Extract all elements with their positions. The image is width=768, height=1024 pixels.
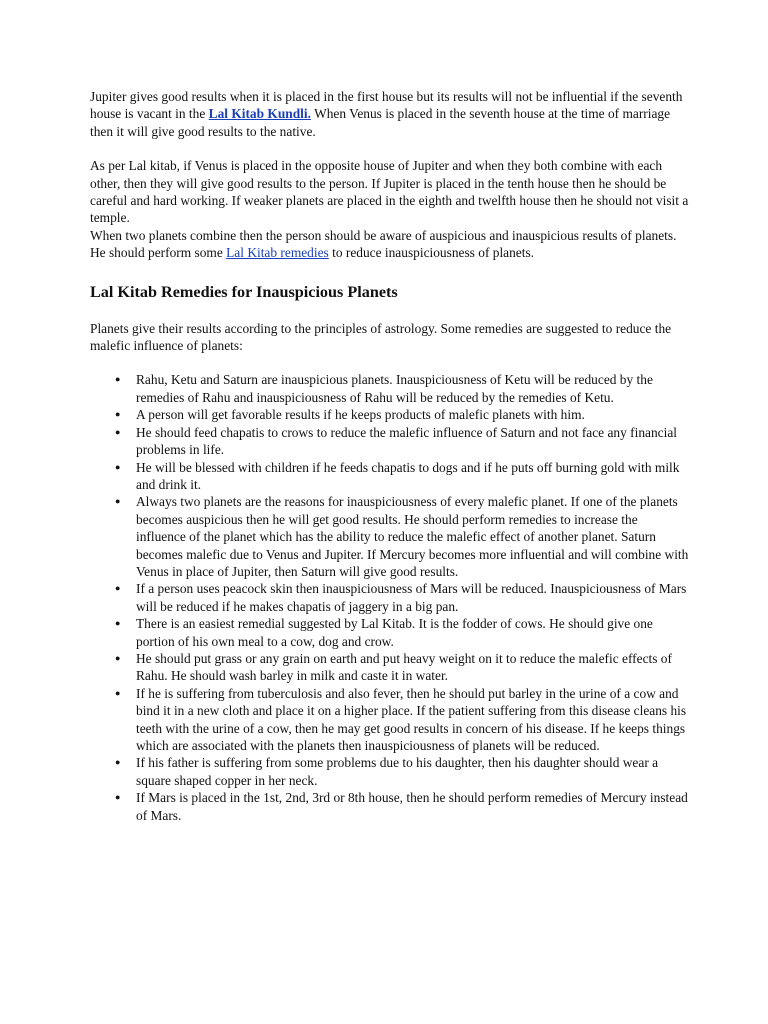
list-item	[115, 406, 690, 423]
section-heading: Lal Kitab Remedies for Inauspicious Planets	[90, 282, 398, 301]
bullet-icon: ●	[115, 374, 121, 385]
list-item-text: If a person uses peacock skin then inauspiciousness of Mars will be reduced. Inauspiciousness of Mars will be reduced if he makes chapatis of jaggery in a big pan.	[136, 581, 687, 614]
intro-paragraph	[90, 88, 690, 140]
bullet-icon: ●	[115, 426, 121, 437]
bullet-icon: ●	[115, 496, 121, 507]
list-item	[115, 615, 690, 650]
remedies-intro-paragraph: Planets give their results according to the principles of astrology. Some remedies are suggested to reduce the malefic influence of planets:	[90, 320, 672, 354]
bullet-icon: ●	[115, 792, 121, 803]
combine-text-start: When two planets combine then the person should be aware of auspicious and inauspicious results of planets. He should perform some	[90, 227, 677, 261]
intro-text-start: Jupiter gives good results when it is placed in the first house but its results will not be influential if the seventh house is vacant in the	[90, 89, 683, 122]
lal-kitab-remedies-link[interactable]: Lal Kitab remedies	[226, 245, 329, 261]
lal-kitab-kundli-link[interactable]: Lal Kitab Kundli.	[208, 106, 311, 122]
list-item-text: He should put grass or any grain on earth and put heavy weight on it to reduce the malefic effects of Rahu. He should wash barley in milk and caste it in water.	[136, 650, 672, 684]
list-item-text: If Mars is placed in the 1st, 2nd, 3rd or 8th house, then he should perform remedies of Mercury instead of Mars.	[136, 790, 688, 823]
intro-text-end: When Venus is placed in the seventh house at the time of marriage then it will give good results to the native.	[90, 106, 671, 139]
bullet-icon: ●	[115, 652, 121, 663]
list-item-text: Rahu, Ketu and Saturn are inauspicious planets. Inauspiciousness of Ketu will be reduced by the remedies of Rahu and inauspiciousness of Rahu will be reduced by the remedies of Ketu.	[136, 372, 653, 405]
venus-jupiter-paragraph: As per Lal kitab, if Venus is placed in the opposite house of Jupiter and when they both combine with each other, then they will give good results to the person. If Jupiter is placed in the tenth house then he should be careful and hard working. If weaker planets are placed in the eighth and twelfth house then he should not visit a temple.	[90, 158, 689, 226]
list-item-text: He will be blessed with children if he feeds chapatis to dogs and if he puts off burning gold with milk and drink it.	[136, 459, 680, 492]
bullet-icon: ●	[115, 409, 121, 420]
list-item	[115, 754, 690, 789]
list-item	[115, 650, 690, 685]
bullet-icon: ●	[115, 687, 121, 698]
bullet-icon: ●	[115, 461, 121, 472]
list-item	[115, 789, 690, 824]
planets-combine-paragraph	[90, 227, 690, 262]
list-item	[115, 459, 690, 494]
list-item-text: He should feed chapatis to crows to reduce the malefic influence of Saturn and not face any financial problems in life.	[136, 424, 677, 458]
list-item	[115, 371, 690, 406]
list-item	[115, 580, 690, 615]
bullet-icon: ●	[115, 618, 121, 629]
list-item-text: Always two planets are the reasons for inauspiciousness of every malefic planet. If one of the planets becomes auspicious then he will get good results. He should perform remedies to increase the influence of the planet which has the ability to reduce the malefic effect of another planet. Saturn becomes malefic due to Venus and Jupiter. If Mercury becomes more influential and will combine with Venus in place of Jupiter, then Saturn will give good results.	[136, 494, 689, 579]
list-item-text: If he is suffering from tuberculosis and also fever, then he should put barley in the urine of a cow and bind it in a new cloth and place it on a higher place. If the patient suffering from this disease cleans his teeth with the urine of a cow, then he may get good results in concern of his disease. If he keeps things which are associated with the planets then inauspiciousness of planets will be reduced.	[136, 685, 687, 753]
list-item	[115, 424, 690, 459]
bullet-icon: ●	[115, 583, 121, 594]
remedies-list	[90, 371, 690, 824]
list-item-text: If his father is suffering from some problems due to his daughter, then his daughter should wear a square shaped copper in her neck.	[136, 755, 659, 788]
document-page	[90, 88, 690, 824]
bullet-icon: ●	[115, 757, 121, 768]
list-item-text: A person will get favorable results if he keeps products of malefic planets with him.	[136, 407, 585, 423]
combine-text-end: to reduce inauspiciousness of planets.	[328, 245, 535, 261]
list-item	[115, 685, 690, 755]
list-item-text: There is an easiest remedial suggested by Lal Kitab. It is the fodder of cows. He should give one portion of his own meal to a cow, dog and crow.	[136, 616, 653, 649]
list-item	[115, 493, 690, 580]
